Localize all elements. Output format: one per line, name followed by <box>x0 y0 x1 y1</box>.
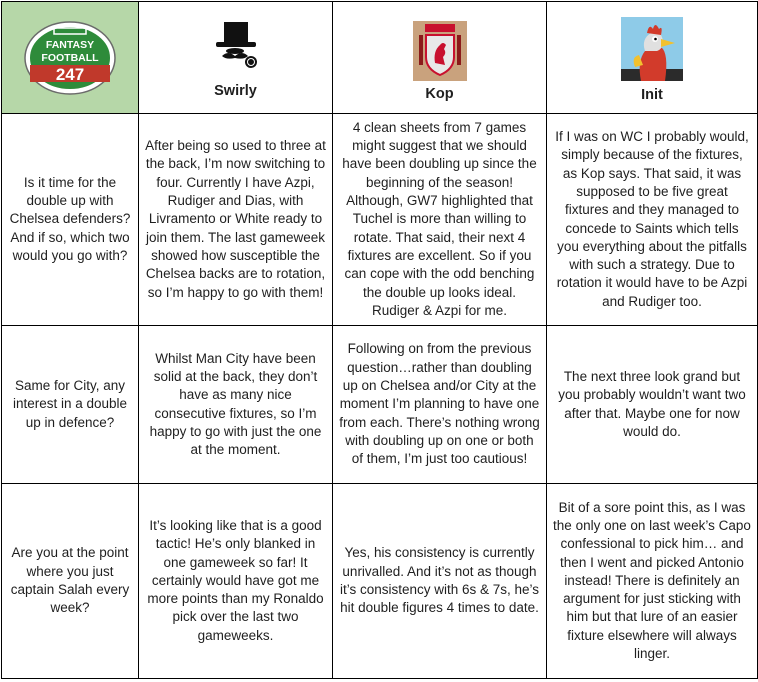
question-2: Same for City, any interest in a double up in defence? <box>2 326 139 484</box>
panelist-swirly <box>139 2 333 114</box>
logo-number: 247 <box>55 64 85 84</box>
answer-kop-2: Following on from the previous question…rather than doubling up on Chelsea and/or City at the moment I’m planning to have one from each. There’s nothing wrong with doubling up on one or both of them, I’m just too cautious! <box>333 326 547 484</box>
answer-kop-3: Yes, his consistency is currently unrivalled. And it’s not as though it’s consistency with 6s & 7s, he’s hit double figures 4 times to date. <box>333 484 547 679</box>
panelist-kop <box>333 2 547 114</box>
fantasy-football-247-logo <box>22 19 118 97</box>
qa-row-3 <box>2 484 758 679</box>
answer-swirly-3: It’s looking like that is a good tactic! He’s only blanked in one gameweek so far! It certainly would have got me more points than my Ronaldo pick over the last two gameweeks. <box>139 484 333 679</box>
panelist-name-init: Init <box>641 86 663 103</box>
logo-cell <box>2 2 139 114</box>
answer-init-2: The next three look grand but you probably wouldn’t want two after that. Maybe one for now would do. <box>547 326 758 484</box>
answer-kop-1: 4 clean sheets from 7 games might suggest that we should have been doubling up since the beginning of the season! Although, GW7 highlighted that Tuchel is more than willing to rotate. That said, their next 4 fixtures are excellent. So if you can cope with the odd benching the double up looks ideal. Rudiger & Azpi for me. <box>333 114 547 326</box>
qa-row-2 <box>2 326 758 484</box>
answer-init-3: Bit of a sore point this, as I was the only one on last week’s Capo confessional to pick him… and then I went and picked Antonio instead! There is definitely an argument for just sticking with him but that lure of an easier fixture elsewhere will always linger. <box>547 484 758 679</box>
answer-init-1: If I was on WC I probably would, simply because of the fixtures, as Kop says. That said, it was supposed to be five great fixtures and they managed to concede to Saints which tells you everything about the pitfalls with such a strategy. Due to rotation it would have to be Azpi and Rudiger too. <box>547 114 758 326</box>
header-row <box>2 2 758 114</box>
rooster-cartoon-icon <box>621 17 683 81</box>
logo-line1: FANTASY <box>45 38 95 51</box>
liverpool-crest-icon <box>413 21 467 81</box>
answer-swirly-2: Whilst Man City have been solid at the back, they don’t have as many nice consecutive fixtures, so I’m happy to go with just the one at the moment. <box>139 326 333 484</box>
qa-row-1 <box>2 114 758 326</box>
logo-line2: FOOTBALL <box>41 51 99 64</box>
panelist-name-swirly: Swirly <box>214 83 257 100</box>
question-1: Is it time for the double up with Chelsea defenders? And if so, which two would you go with? <box>2 114 139 326</box>
question-3: Are you at the point where you just captain Salah every week? <box>2 484 139 679</box>
panelist-name-kop: Kop <box>425 86 454 103</box>
qa-table <box>1 1 758 679</box>
answer-swirly-1: After being so used to three at the back, I’m now switching to four. Currently I have Azpi, Rudiger and Dias, with Livramento or White ready to join them. The last gameweek showed how susceptible the Chelsea backs are to rotation, so I’m happy to go with them! <box>139 114 333 326</box>
top-hat-mustache-icon <box>208 18 264 70</box>
panelist-init <box>547 2 758 114</box>
